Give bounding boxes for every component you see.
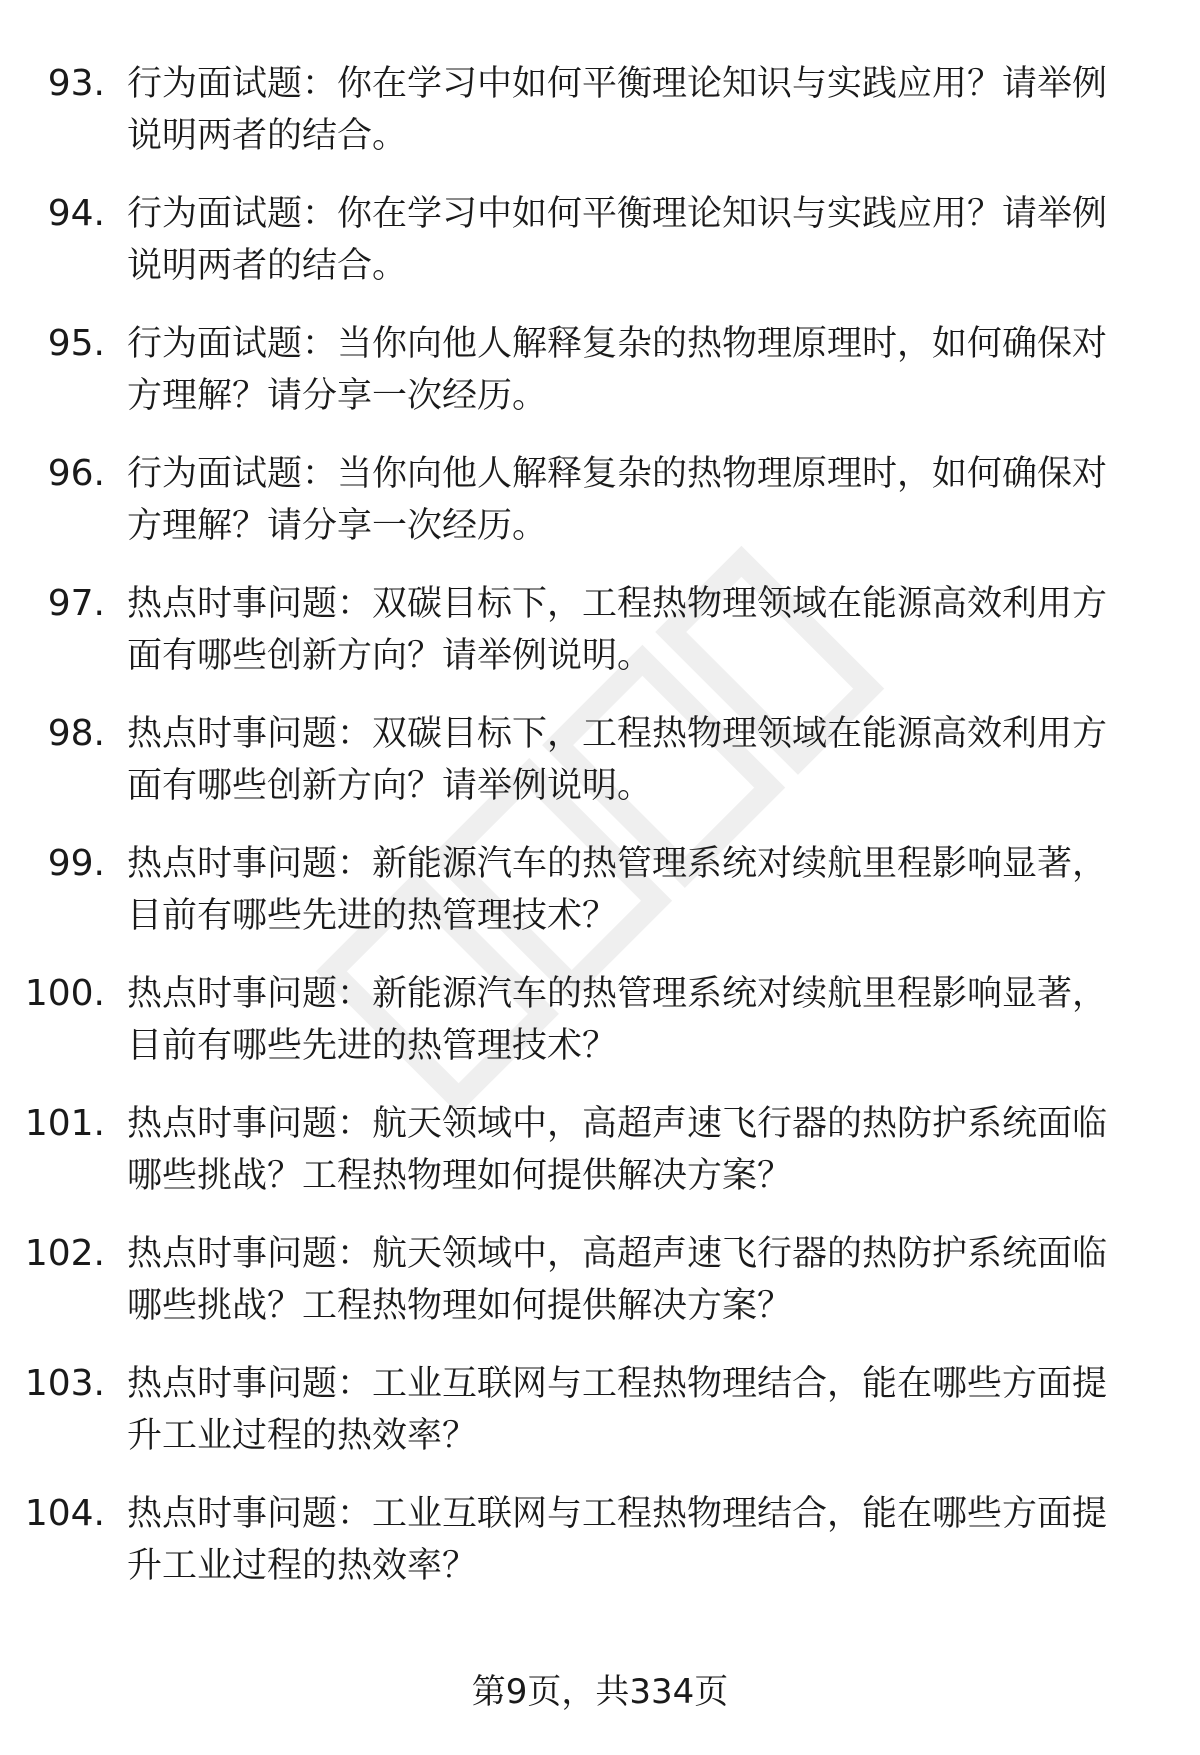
question-text: 行为面试题：当你向他人解释复杂的热物理原理时，如何确保对方理解？请分享一次经历。 [127, 324, 1108, 416]
list-item [0, 708, 1200, 838]
question-number: 97. [47, 583, 105, 624]
question-number: 102. [24, 1233, 105, 1274]
list-item [0, 188, 1200, 318]
question-text: 热点时事问题：新能源汽车的热管理系统对续航里程影响显著，目前有哪些先进的热管理技术？ [127, 974, 1108, 1066]
list-item [0, 1358, 1200, 1488]
question-number: 103. [24, 1363, 105, 1404]
question-number: 93. [47, 63, 105, 104]
list-item [0, 58, 1200, 188]
question-number: 100. [24, 973, 105, 1014]
question-number: 99. [47, 843, 105, 884]
question-number: 104. [24, 1493, 105, 1534]
question-text: 热点时事问题：工业互联网与工程热物理结合，能在哪些方面提升工业过程的热效率？ [127, 1494, 1108, 1586]
question-text: 热点时事问题：工业互联网与工程热物理结合，能在哪些方面提升工业过程的热效率？ [127, 1364, 1108, 1456]
question-number: 94. [47, 193, 105, 234]
question-text: 行为面试题：你在学习中如何平衡理论知识与实践应用？请举例说明两者的结合。 [127, 194, 1108, 286]
list-item [0, 448, 1200, 578]
list-item [0, 1228, 1200, 1358]
question-text: 热点时事问题：新能源汽车的热管理系统对续航里程影响显著，目前有哪些先进的热管理技术？ [127, 844, 1108, 936]
question-text: 热点时事问题：双碳目标下，工程热物理领域在能源高效利用方面有哪些创新方向？请举例说明。 [127, 584, 1108, 676]
question-number: 98. [47, 713, 105, 754]
list-item [0, 578, 1200, 708]
list-item [0, 968, 1200, 1098]
question-text: 行为面试题：当你向他人解释复杂的热物理原理时，如何确保对方理解？请分享一次经历。 [127, 454, 1108, 546]
question-text: 热点时事问题：双碳目标下，工程热物理领域在能源高效利用方面有哪些创新方向？请举例说明。 [127, 714, 1108, 806]
question-list [0, 58, 1200, 1618]
list-item [0, 318, 1200, 448]
question-number: 95. [47, 323, 105, 364]
question-text: 行为面试题：你在学习中如何平衡理论知识与实践应用？请举例说明两者的结合。 [127, 64, 1108, 156]
question-text: 热点时事问题：航天领域中，高超声速飞行器的热防护系统面临哪些挑战？工程热物理如何提供解决方案？ [127, 1104, 1108, 1196]
list-item [0, 1488, 1200, 1618]
page-number-footer: 第9页，共334页 [471, 1672, 729, 1712]
question-number: 96. [47, 453, 105, 494]
list-item [0, 1098, 1200, 1228]
list-item [0, 838, 1200, 968]
question-number: 101. [24, 1103, 105, 1144]
question-text: 热点时事问题：航天领域中，高超声速飞行器的热防护系统面临哪些挑战？工程热物理如何提供解决方案？ [127, 1234, 1108, 1326]
